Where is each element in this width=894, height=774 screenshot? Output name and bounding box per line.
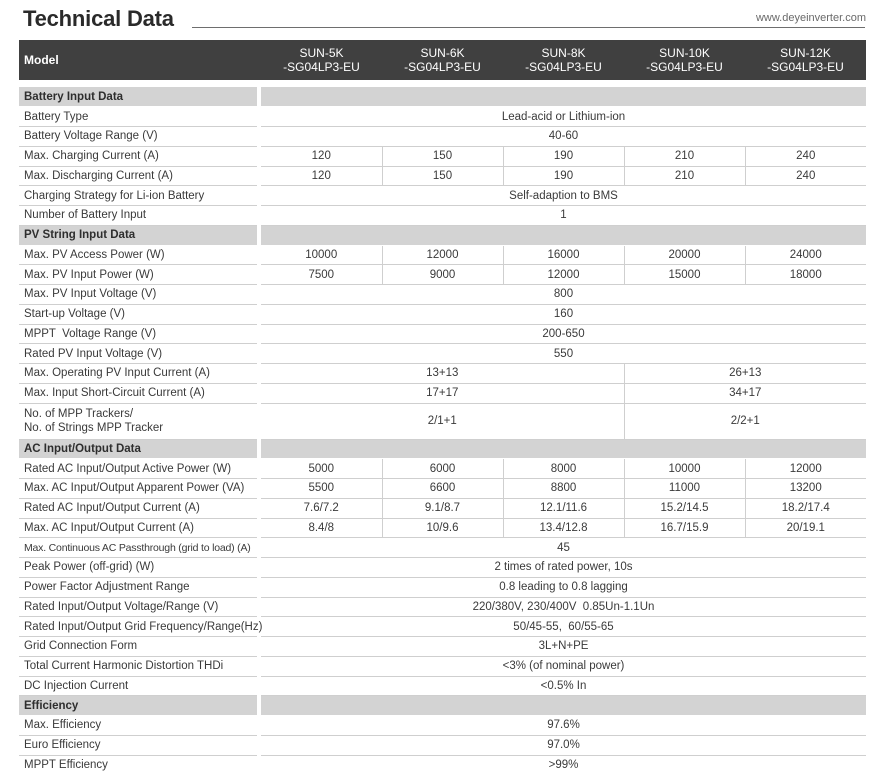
row-value: 15000 [624,265,745,285]
row-label: Max. AC Input/Output Apparent Power (VA) [19,479,257,499]
model-suffix: -SG04LP3-EU [404,60,481,74]
table-row [19,656,866,676]
row-value: 120 [261,166,382,186]
row-value: 16000 [503,245,624,265]
section-title: PV String Input Data [19,225,257,245]
model-header-label: Model [19,40,257,80]
table-row [19,285,866,305]
model-suffix: -SG04LP3-EU [767,60,844,74]
title-underline [192,27,865,28]
row-value: Self-adaption to BMS [261,186,866,206]
row-value: 150 [382,146,503,166]
row-label: Max. Input Short-Circuit Current (A) [19,383,257,403]
row-label: Rated AC Input/Output Active Power (W) [19,459,257,479]
table-row [19,364,866,384]
row-value: Lead-acid or Lithium-ion [261,107,866,127]
table-row [19,304,866,324]
model-name: SUN-5K [299,46,344,60]
row-value: 45 [261,538,866,558]
row-value: 2/1+1 [261,403,624,439]
model-name: SUN-6K [420,46,465,60]
row-value: 97.6% [261,716,866,736]
row-label [19,403,257,439]
table-row [19,403,866,439]
table-row [19,518,866,538]
row-value: 5500 [261,479,382,499]
table-row [19,324,866,344]
row-value: 18.2/17.4 [745,498,866,518]
row-value: 160 [261,304,866,324]
model-name: SUN-12K [780,46,831,60]
model-column-header [382,40,503,80]
section-header-pv [19,225,866,245]
table-row [19,479,866,499]
row-label: Max. PV Access Power (W) [19,245,257,265]
model-column-header [745,40,866,80]
row-value: 9000 [382,265,503,285]
table-row [19,107,866,127]
table-row [19,498,866,518]
row-value: 3L+N+PE [261,637,866,657]
row-label: MPPT Efficiency [19,755,257,774]
section-header-battery [19,87,866,107]
section-header-ac [19,439,866,459]
row-label: Rated AC Input/Output Current (A) [19,498,257,518]
row-value: 15.2/14.5 [624,498,745,518]
row-value: 34+17 [624,383,866,403]
model-column-header [503,40,624,80]
row-value: 10000 [624,459,745,479]
row-value: 190 [503,166,624,186]
row-label: Battery Type [19,107,257,127]
row-value: 6000 [382,459,503,479]
table-row [19,558,866,578]
model-suffix: -SG04LP3-EU [283,60,360,74]
row-label: MPPT Voltage Range (V) [19,324,257,344]
section-title: Efficiency [19,696,257,716]
table-row [19,344,866,364]
row-label: Power Factor Adjustment Range [19,577,257,597]
row-value: 9.1/8.7 [382,498,503,518]
model-header-row [19,40,866,80]
model-name: SUN-10K [659,46,710,60]
table-row [19,676,866,696]
table-row [19,538,866,558]
row-label: Battery Voltage Range (V) [19,127,257,147]
row-value: 150 [382,166,503,186]
row-value: 24000 [745,245,866,265]
row-value: 26+13 [624,364,866,384]
model-column-header [261,40,382,80]
row-value: 550 [261,344,866,364]
row-label: Charging Strategy for Li-ion Battery [19,186,257,206]
row-value: 12000 [745,459,866,479]
row-value: 5000 [261,459,382,479]
row-value: 210 [624,166,745,186]
row-value: 11000 [624,479,745,499]
row-label: Max. PV Input Power (W) [19,265,257,285]
row-label: Max. AC Input/Output Current (A) [19,518,257,538]
row-value: 18000 [745,265,866,285]
section-title: AC Input/Output Data [19,439,257,459]
technical-data-table [19,40,866,774]
section-title: Battery Input Data [19,87,257,107]
table-row [19,166,866,186]
row-value: 8.4/8 [261,518,382,538]
row-value: >99% [261,755,866,774]
row-label: Rated Input/Output Voltage/Range (V) [19,597,257,617]
table-row [19,637,866,657]
model-name: SUN-8K [541,46,586,60]
row-value: 240 [745,146,866,166]
table-row [19,245,866,265]
model-column-header [624,40,745,80]
row-value: 8800 [503,479,624,499]
row-value: 2 times of rated power, 10s [261,558,866,578]
row-value: 6600 [382,479,503,499]
row-value: 13+13 [261,364,624,384]
table-row [19,146,866,166]
row-label: Start-up Voltage (V) [19,304,257,324]
row-value: 12000 [382,245,503,265]
row-value: 12000 [503,265,624,285]
row-value: 240 [745,166,866,186]
table-row [19,617,866,637]
row-value: 13200 [745,479,866,499]
row-label: Total Current Harmonic Distortion THDi [19,656,257,676]
row-label: Max. PV Input Voltage (V) [19,285,257,305]
row-value: 0.8 leading to 0.8 lagging [261,577,866,597]
row-value: 20000 [624,245,745,265]
table-row [19,383,866,403]
row-value: 12.1/11.6 [503,498,624,518]
website-link[interactable]: www.deyeinverter.com [750,12,866,24]
row-value: 7.6/7.2 [261,498,382,518]
table-row [19,127,866,147]
row-value: 220/380V, 230/400V 0.85Un-1.1Un [261,597,866,617]
row-value: 200-650 [261,324,866,344]
row-value: 13.4/12.8 [503,518,624,538]
row-value: 50/45-55, 60/55-65 [261,617,866,637]
table-row [19,577,866,597]
row-value: 40-60 [261,127,866,147]
row-label: Max. Efficiency [19,716,257,736]
row-value: <3% (of nominal power) [261,656,866,676]
row-label: Number of Battery Input [19,206,257,226]
row-value: 1 [261,206,866,226]
row-value: 800 [261,285,866,305]
model-suffix: -SG04LP3-EU [646,60,723,74]
table-row [19,206,866,226]
page-title: Technical Data [23,6,174,31]
row-label-line: No. of MPP Trackers/ [24,408,134,420]
row-label: Rated Input/Output Grid Frequency/Range(Hz) [19,617,257,637]
row-value: 2/2+1 [624,403,866,439]
row-label: Max. Continuous AC Passthrough (grid to load) (A) [19,538,257,558]
row-value: 17+17 [261,383,624,403]
row-label: Peak Power (off-grid) (W) [19,558,257,578]
row-label: Max. Operating PV Input Current (A) [19,364,257,384]
row-label: Grid Connection Form [19,637,257,657]
table-row [19,186,866,206]
row-value: 120 [261,146,382,166]
table-row [19,459,866,479]
row-label-line: No. of Strings MPP Tracker [24,422,164,434]
row-label: Rated PV Input Voltage (V) [19,344,257,364]
row-value: 20/19.1 [745,518,866,538]
row-value: 10000 [261,245,382,265]
row-value: 7500 [261,265,382,285]
row-label: Max. Discharging Current (A) [19,166,257,186]
table-row [19,265,866,285]
row-value: <0.5% In [261,676,866,696]
table-row [19,716,866,736]
row-label: DC Injection Current [19,676,257,696]
table-row [19,735,866,755]
model-suffix: -SG04LP3-EU [525,60,602,74]
table-row [19,755,866,774]
row-value: 16.7/15.9 [624,518,745,538]
row-value: 10/9.6 [382,518,503,538]
table-row [19,597,866,617]
row-value: 190 [503,146,624,166]
row-value: 97.0% [261,735,866,755]
row-label: Max. Charging Current (A) [19,146,257,166]
row-value: 8000 [503,459,624,479]
row-value: 210 [624,146,745,166]
row-label: Euro Efficiency [19,735,257,755]
section-header-efficiency [19,696,866,716]
